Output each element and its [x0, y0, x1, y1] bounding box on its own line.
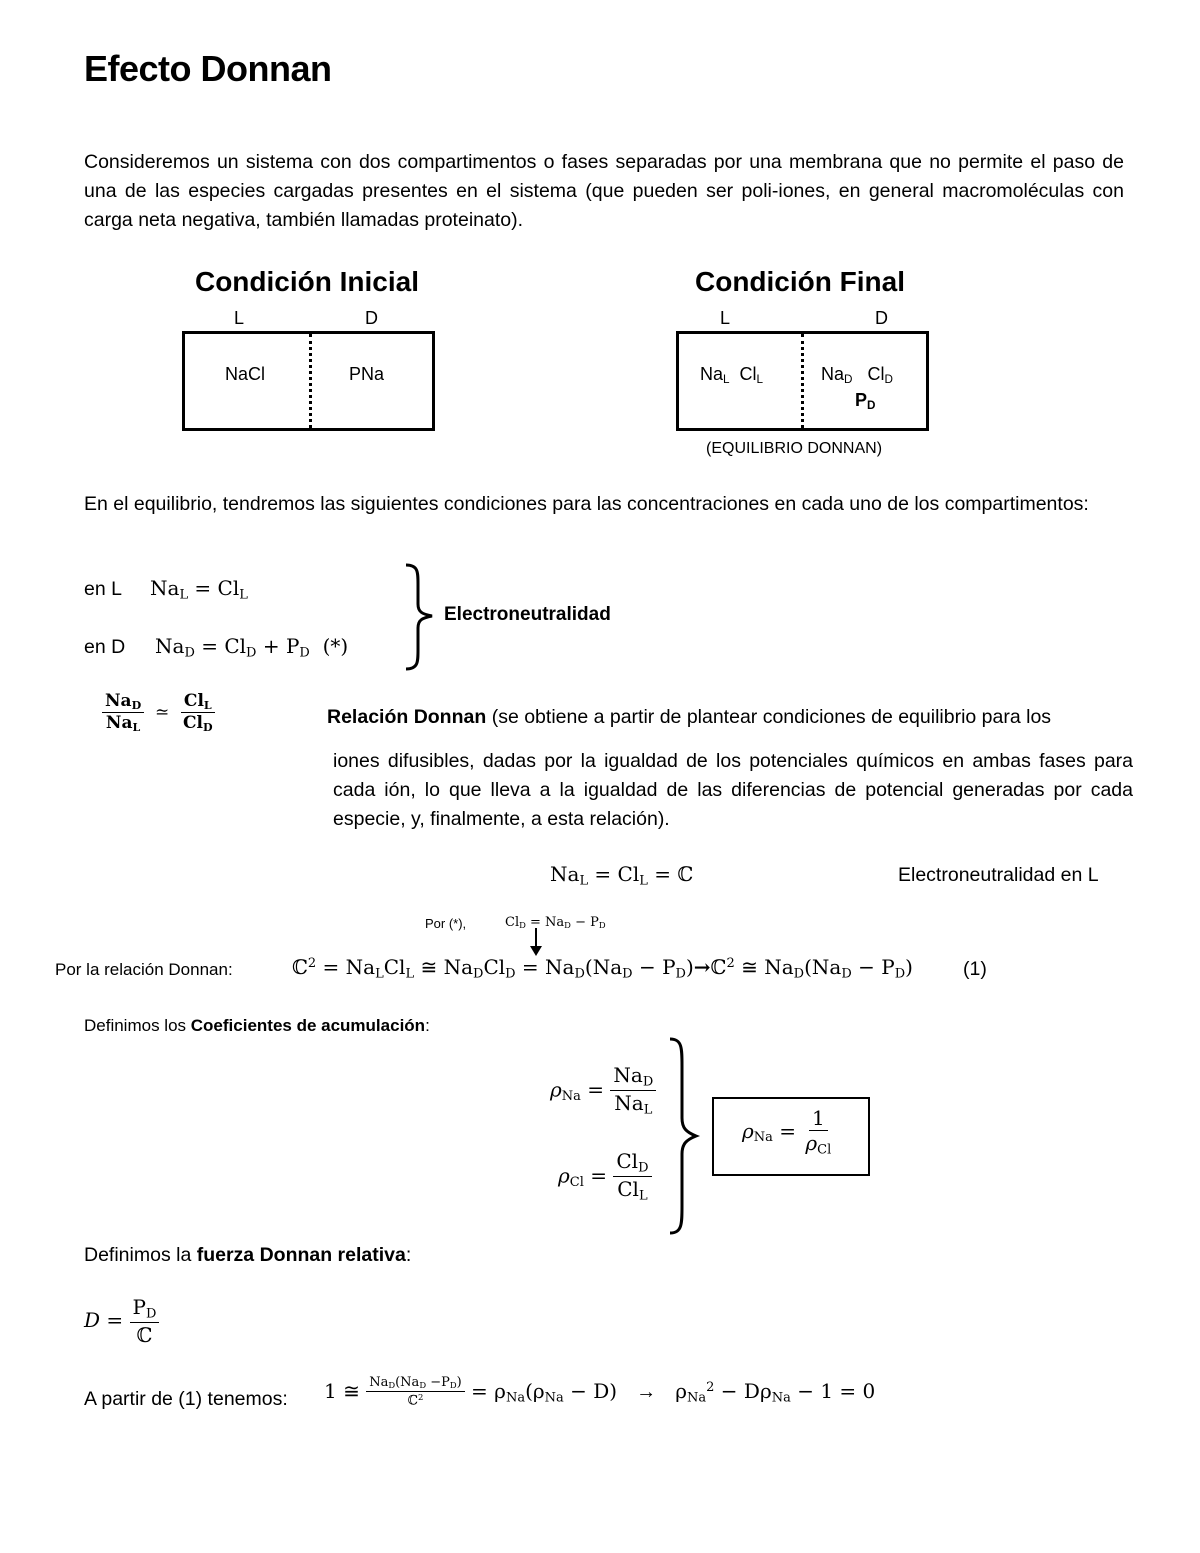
coef-suffix: : [425, 1016, 430, 1035]
coefficients-brace [664, 1036, 704, 1236]
donnan-relation-line [327, 706, 1051, 729]
por-relacion-label: Por la relación Donnan: [55, 960, 233, 979]
donnan-force-equation: D = $\frac{P_D}{\text{ℂ}}$ [84, 1296, 159, 1347]
por-star-label: Por (*), [425, 916, 467, 931]
quadratic-derivation-equation: 1 ≅ $\frac{Na_D(Na_D -P_D)}{ℂ^2}$ = $\rho_{Na}(\rho_{Na} - D) \to \rho_{Na}^2 - D\rho_{Na} - 1 = 0$ [324, 1375, 876, 1409]
electroneutrality-label: Electroneutralidad [444, 604, 611, 625]
initial-membrane [309, 334, 312, 428]
initial-compartment-box [182, 331, 435, 431]
condition-L-label: en L [84, 578, 122, 600]
force-prefix: Definimos la [84, 1244, 197, 1266]
initial-left-label: L [234, 308, 245, 328]
rho-na-equation: $\rho_{Na}$ = $\frac{Na_D}{Na_L}$ [550, 1064, 656, 1118]
force-line [84, 1244, 411, 1267]
rho-cl-equation: $\rho_{Cl}$ = $\frac{Cl_D}{Cl_L}$ [558, 1150, 652, 1204]
initial-right-label: D [365, 308, 378, 328]
donnan-derivation-equation: ℂ$^2$ = $Na_LCl_L$ ≅ $Na_DCl_D = Na_D(Na_D$ − $P_D)\to ℂ^2$ ≅ $Na_D(Na_D - P_D)$ [292, 955, 913, 982]
final-membrane [801, 334, 804, 428]
final-protein-content: $P_D$ [855, 390, 876, 412]
coef-bold: Coeficientes de acumulación [190, 1016, 426, 1035]
from-eq1-label: A partir de (1) tenemos: [84, 1388, 288, 1410]
force-suffix: : [405, 1244, 412, 1266]
intro-paragraph: Consideremos un sistema con dos compartimentos o fases separadas por una membrana que no permite el paso de una de las especies cargadas presentes en el sistema (que pueden ser poli-iones, en general macromoléculas con carga neta negativa, también llamadas proteinato). [84, 151, 1124, 231]
page-title: Efecto Donnan [84, 48, 332, 89]
donnan-relation-text: (se obtiene a partir de plantear condiciones de equilibrio para los [486, 706, 1052, 728]
equilibrium-paragraph: En el equilibrio, tendremos las siguientes condiciones para las concentraciones en cada uno de los compartimentos: [84, 493, 1089, 515]
condition-D-note: (*) [322, 634, 349, 658]
coef-prefix: Definimos los [84, 1016, 191, 1035]
donnan-relation-continuation: iones difusibles, dadas por la igualdad de los potenciales químicos en ambas fases para cada ión, lo que lleva a la igualdad de las diferencias de potencial generadas por cada especie, y, finalmente, a esta relación). [333, 750, 1133, 830]
condition-L-equation: $Na_L = Cl_L$ [150, 576, 248, 603]
initial-left-content: NaCl [225, 364, 266, 384]
initial-condition-heading: Condición Inicial [194, 266, 419, 297]
donnan-relation-bold: Relación Donnan [327, 706, 487, 728]
electroneutrality-L-equation: $Na_L = Cl_L$ = ℂ [550, 862, 694, 889]
equation-number: (1) [963, 958, 987, 980]
final-compartment-box [676, 331, 929, 431]
down-arrow-icon [528, 928, 544, 958]
condition-D-label: en D [84, 636, 126, 658]
force-bold: fuerza Donnan relativa [196, 1244, 406, 1266]
final-left-label: L [720, 308, 731, 328]
donnan-ratio-equation: $\frac{Na_D}{Na_L}$ ≃ $\frac{Cl_L}{Cl_D}$ [102, 692, 216, 734]
final-right-label: D [875, 308, 888, 328]
por-star-equation: $Cl_D = Na_D - P_D$ [505, 915, 606, 931]
final-caption: (EQUILIBRIO DONNAN) [706, 440, 883, 457]
final-condition-heading: Condición Final [695, 266, 905, 297]
final-right-content: $Na_D$ $Cl_D$ [821, 364, 893, 386]
coefficients-line [84, 1016, 430, 1036]
condition-D-equation: $Na_D = Cl_D + P_D$ (*) [155, 634, 349, 661]
initial-right-content: PNa [349, 364, 385, 384]
final-left-content: $Na_L$ $Cl_L$ [700, 364, 764, 386]
electroneutrality-brace [400, 562, 440, 672]
rho-relation-box [712, 1097, 870, 1176]
rho-relation-equation: $\rho_{Na}$ = $\frac{1}{\rho_{Cl}}$ [742, 1106, 832, 1158]
electroneutrality-L-label: Electroneutralidad en L [898, 864, 1099, 886]
